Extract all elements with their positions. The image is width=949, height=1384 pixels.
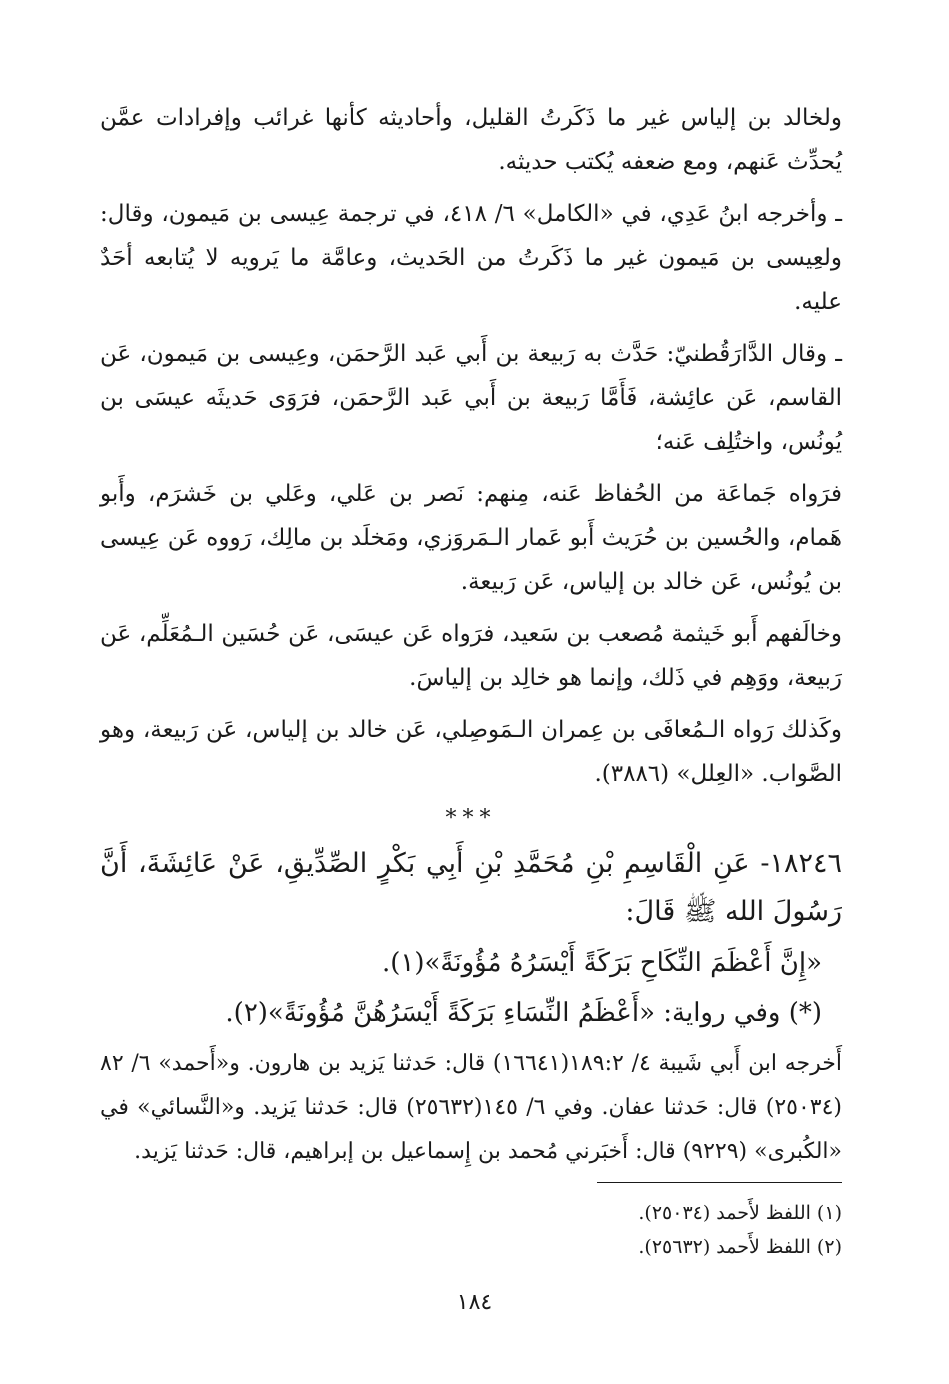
hadith-matn: «إِنَّ أَعْظَمَ النِّكَاحِ بَرَكَةً أَيْسَرُهُ مُؤُونَةً»(١). [381,948,822,978]
hadith-number: ١٨٢٤٦ [769,848,842,879]
paragraph-huffaz: فرَواه جَماعَة من الحُفاظ عَنه، مِنهم: نَصر بن عَلي، وعَلي بن خَشرَم، وأَبو هَمام، والحُسين بن حُرَيث أَبو عَمار الـمَروَزي، ومَخلَد بن مالِك، رَووه عَن عِيسى بن يُونُس، عَن خالد بن إلياس، عَن رَبيعة. [100,481,842,595]
hadith-isnad-text: - عَنِ الْقَاسِمِ بْنِ مُحَمَّدِ بْنِ أَبِي بَكْرٍ الصِّدِّيقِ، عَنْ عَائِشَةَ، أَنَّ رَسُولَ الله ﷺ قَالَ: [100,848,842,927]
footnotes [100,1196,842,1264]
paragraph-daraqutni: ـ وقال الدَّارَقُطنيّ: حَدَّث به رَبيعة بن أَبي عَبد الرَّحمَن، وعِيسى بن مَيمون، عَن القاسم، عَن عائِشة، فَأَمَّا رَبيعة بن أَبي عَبد الرَّحمَن، فرَوَى حَديثَه عيسَى بن يُونُس، واختُلِف عَنه؛ [100,341,842,455]
paragraph-muafa: وكَذلك رَواه الـمُعافَى بن عِمران الـمَوصِلي، عَن خالد بن إلياس، عَن رَبيعة، وهو الصَّواب. «العِلل» (٣٨٨٦). [100,717,842,787]
footnote-2: (٢) اللفظ لأَحمد (٢٥٦٣٢). [638,1236,842,1258]
paragraph-abu-khaythama: وخالَفهم أَبو خَيثمة مُصعب بن سَعيد، فرَواه عَن عيسَى، عَن حُسَين الـمُعَلِّم، عَن رَبيعة، ووَهِم في ذَلك، وإنما هو خالِد بن إلياسَ. [100,621,842,691]
hadith-variant: (*) وفي رواية: «أَعْظَمُ النِّسَاءِ بَرَكَةً أَيْسَرُهُنَّ مُؤُونَةً»(٢). [225,998,822,1028]
page-body [100,96,842,1174]
page-number: ١٨٤ [456,1290,493,1315]
footnote-divider [597,1182,842,1183]
paragraph-khalid: ولخالد بن إلياس غير ما ذَكَرتُ القليل، وأحاديثه كأنها غرائب وإفرادات عمَّن يُحدِّث عَنهم، ومع ضعفه يُكتب حديثه. [100,105,842,175]
hadith-isnad [100,840,842,936]
paragraph-ibn-adi: ـ وأخرجه ابنُ عَدِي، في «الكامل» ٦/ ٤١٨، في ترجمة عِيسى بن مَيمون، وقال: ولعِيسى بن مَيمون غير ما ذَكَرتُ من الحَديث، وعامَّة ما يَرويه لا يُتابعه أحَدٌ عليه. [100,201,842,315]
footnote-1: (١) اللفظ لأَحمد (٢٥٠٣٤). [638,1202,842,1224]
section-separator: *** [445,806,497,831]
takhrij-paragraph: أَخرجه ابن أَبي شَيبة ٤/ ١٨٩:٢(١٦٦٤١) قال: حَدثنا يَزيد بن هارون. و«أَحمد» ٦/ ٨٢ (٢٥٠٣٤) قال: حَدثنا عفان. وفي ٦/ ١٤٥(٢٥٦٣٢) قال: حَدثنا يَزيد. و«النَّسائي» في «الكُبرى» (٩٢٢٩) قال: أَخبَرني مُحمد بن إِسماعيل بن إبراهيم، قال: حَدثنا يَزيد. [100,1051,843,1164]
